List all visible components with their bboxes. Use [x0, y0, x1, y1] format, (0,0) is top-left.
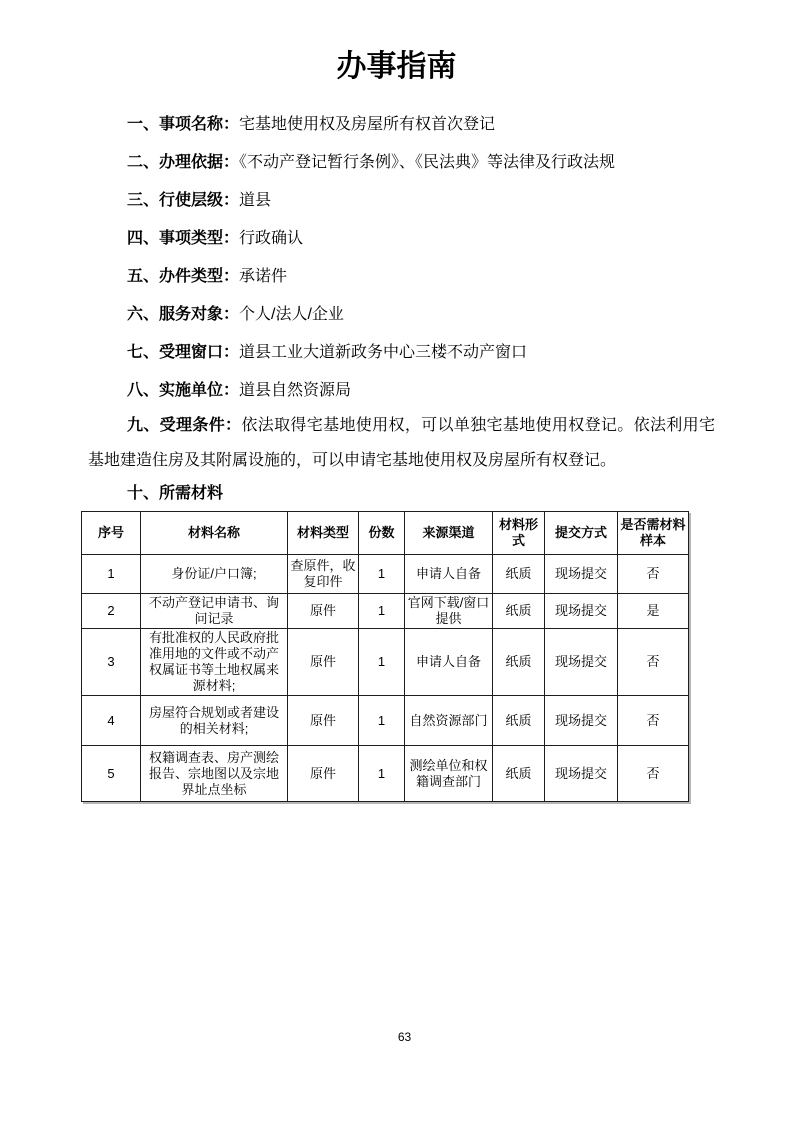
table-cell: 4 — [82, 696, 141, 746]
item-value: 道县工业大道新政务中心三楼不动产窗口 — [239, 344, 528, 361]
table-row — [82, 629, 689, 696]
table-cell: 否 — [618, 555, 689, 594]
table-header-row — [82, 512, 689, 555]
table-cell: 1 — [82, 555, 141, 594]
table-cell: 现场提交 — [545, 594, 618, 629]
table-cell: 测绘单位和权籍调查部门 — [405, 746, 493, 802]
guide-items — [88, 114, 715, 478]
header-cell-sample-required: 是否需材料样本 — [618, 512, 689, 555]
table-cell: 否 — [618, 629, 689, 696]
materials-table — [81, 511, 689, 802]
table-cell: 纸质 — [493, 629, 545, 696]
item-label: 三、行使层级： — [127, 192, 240, 209]
materials-section-heading: 十、所需材料 — [127, 485, 224, 502]
table-cell: 5 — [82, 746, 141, 802]
item-value: 道县自然资源局 — [239, 382, 352, 399]
guide-item-2 — [88, 152, 715, 174]
table-cell: 1 — [359, 696, 405, 746]
table-cell: 纸质 — [493, 746, 545, 802]
item-label: 五、办件类型： — [127, 268, 240, 285]
header-cell-material-form: 材料形式 — [493, 512, 545, 555]
table-cell: 原件 — [288, 746, 359, 802]
table-row — [82, 696, 689, 746]
guide-item-7 — [88, 342, 715, 364]
item-label: 四、事项类型： — [127, 230, 240, 247]
table-cell: 权籍调查表、房产测绘报告、宗地图以及宗地界址点坐标 — [141, 746, 288, 802]
item-value: 行政确认 — [239, 230, 304, 247]
header-cell-index: 序号 — [82, 512, 141, 555]
table-row — [82, 555, 689, 594]
table-cell: 1 — [359, 746, 405, 802]
guide-item-9 — [88, 408, 715, 478]
guide-item-1 — [88, 114, 715, 136]
table-cell: 官网下载/窗口提供 — [405, 594, 493, 629]
header-cell-submit-method: 提交方式 — [545, 512, 618, 555]
page-title: 办事指南 — [336, 50, 457, 83]
table-cell: 现场提交 — [545, 555, 618, 594]
table-row — [82, 594, 689, 629]
item-label: 二、办理依据： — [127, 154, 240, 171]
table-cell: 身份证/户口簿; — [141, 555, 288, 594]
table-cell: 1 — [359, 629, 405, 696]
header-cell-material-type: 材料类型 — [288, 512, 359, 555]
table-cell: 原件 — [288, 594, 359, 629]
table-cell: 查原件，收复印件 — [288, 555, 359, 594]
header-cell-source: 来源渠道 — [405, 512, 493, 555]
item-label: 六、服务对象： — [127, 306, 240, 323]
item-value: 《不动产登记暂行条例》、《民法典》等法律及行政法规 — [239, 154, 616, 171]
item-label: 八、实施单位： — [127, 382, 240, 399]
item-label: 七、受理窗口： — [127, 344, 240, 361]
table-cell: 原件 — [288, 629, 359, 696]
table-cell: 纸质 — [493, 555, 545, 594]
table-cell: 自然资源部门 — [405, 696, 493, 746]
table-cell: 现场提交 — [545, 696, 618, 746]
table-cell: 1 — [359, 555, 405, 594]
table-cell: 否 — [618, 746, 689, 802]
table-cell: 申请人自备 — [405, 629, 493, 696]
page-number: 63 — [397, 1030, 412, 1044]
table-row — [82, 746, 689, 802]
table-cell: 房屋符合规划或者建设的相关材料; — [141, 696, 288, 746]
table-cell: 纸质 — [493, 696, 545, 746]
item-value: 承诺件 — [239, 268, 288, 285]
table-cell: 不动产登记申请书、询问记录 — [141, 594, 288, 629]
table-cell: 是 — [618, 594, 689, 629]
table-cell: 1 — [359, 594, 405, 629]
table-cell: 3 — [82, 629, 141, 696]
table-cell: 2 — [82, 594, 141, 629]
table-cell: 申请人自备 — [405, 555, 493, 594]
guide-item-4 — [88, 228, 715, 250]
table-cell: 否 — [618, 696, 689, 746]
header-cell-material-name: 材料名称 — [141, 512, 288, 555]
item-value: 宅基地使用权及房屋所有权首次登记 — [239, 116, 496, 133]
table-cell: 原件 — [288, 696, 359, 746]
item-value: 道县 — [239, 192, 272, 209]
header-cell-copies: 份数 — [359, 512, 405, 555]
guide-item-6 — [88, 304, 715, 326]
table-cell: 现场提交 — [545, 746, 618, 802]
guide-item-3 — [88, 190, 715, 212]
table-cell: 纸质 — [493, 594, 545, 629]
item-label: 一、事项名称： — [127, 116, 240, 133]
item-value: 依法取得宅基地使用权，可以单独宅基地使用权登记。依法利用宅基地建造住房及其附属设施的，可以申请宅基地使用权及房屋所有权登记。 — [88, 417, 715, 469]
table-cell: 现场提交 — [545, 629, 618, 696]
item-value: 个人/法人/企业 — [239, 306, 344, 323]
guide-item-8 — [88, 380, 715, 402]
item-label: 九、受理条件： — [127, 417, 242, 434]
table-cell: 有批准权的人民政府批准用地的文件或不动产权属证书等土地权属来源材料; — [141, 629, 288, 696]
guide-item-5 — [88, 266, 715, 288]
